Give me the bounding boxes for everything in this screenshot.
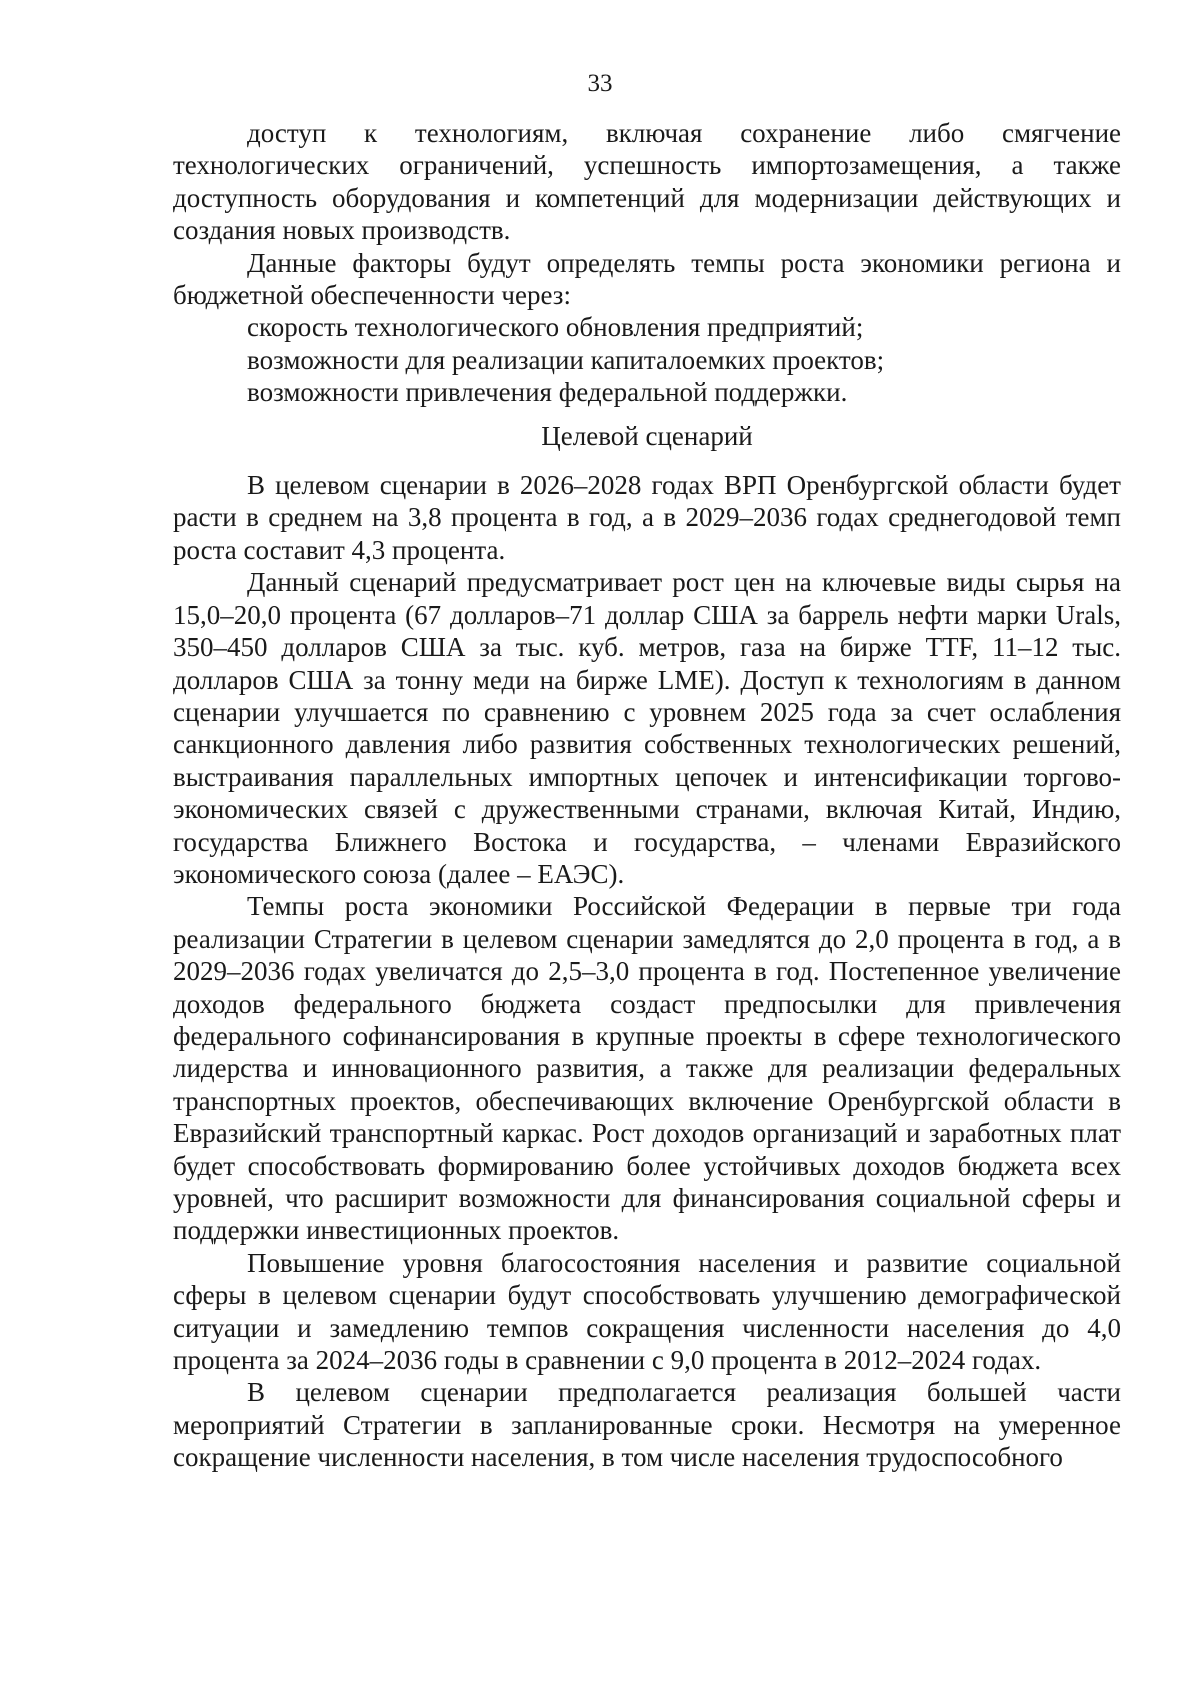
list-item-capital-projects: возможности для реализации капиталоемких проектов; xyxy=(247,344,885,375)
document-body xyxy=(173,117,1121,1474)
page-number: 33 xyxy=(587,70,613,97)
section-heading: Целевой сценарий xyxy=(541,420,753,451)
paragraph-commodity-prices: Данный сценарий предусматривает рост цен на ключевые виды сырья на 15,0–20,0 процента (67 долларов–71 доллар США за баррель нефти марки Urals, 350–450 долларов США за тыс. куб. метров, газа на бирже TTF, 11–12 тыс. долларов США за тонну меди на бирже LME). Доступ к технологиям в данном сценарии улучшается по сравнению с уровнем 2025 года за счет ослабления санкционного давления либо развития собственных технологических решений, выстраивания параллельных импортных цепочек и интенсификации торгово-экономических связей с дружественными странами, включая Китай, Индию, государства Ближнего Востока и государства, – членами Евразийского экономического союза (далее – ЕАЭС). xyxy=(173,567,1121,889)
paragraph-grp-growth: В целевом сценарии в 2026–2028 годах ВРП Оренбургской области будет расти в среднем на 3,8 процента в год, а в 2029–2036 годах среднегодовой темп роста составит 4,3 процента. xyxy=(173,470,1121,565)
paragraph-russian-economy: Темпы роста экономики Российской Федерации в первые три года реализации Стратегии в целевом сценарии замедлятся до 2,0 процента в год, а в 2029–2036 годах увеличатся до 2,5–3,0 процента в год. Постепенное увеличение доходов федерального бюджета создаст предпосылки для привлечения федерального софинансирования в крупные проекты в сфере технологического лидерства и инновационного развития, а также для реализации федеральных транспортных проектов, обеспечивающих включение Оренбургской области в Евразийский транспортный каркас. Рост доходов организаций и заработных плат будет способствовать формированию более устойчивых доходов бюджета всех уровней, что расширит возможности для финансирования социальной сферы и поддержки инвестиционных проектов. xyxy=(173,891,1121,1246)
list-item-federal-support: возможности привлечения федеральной поддержки. xyxy=(247,377,848,408)
paragraph-strategy-implementation: В целевом сценарии предполагается реализация большей части мероприятий Стратегии в запланированные сроки. Несмотря на умеренное сокращение численности населения, в том числе населения трудоспособного xyxy=(173,1377,1121,1473)
paragraph-technology-access: доступ к технологиям, включая сохранение либо смягчение технологических ограничений, успешность импортозамещения, а также доступность оборудования и компетенций для модернизации действующих и создания новых производств. xyxy=(173,118,1121,246)
paragraph-factors: Данные факторы будут определять темпы роста экономики региона и бюджетной обеспеченности через: xyxy=(173,247,1121,311)
list-item-tech-renewal: скорость технологического обновления предприятий; xyxy=(247,312,864,343)
paragraph-demography: Повышение уровня благосостояния населения и развитие социальной сферы в целевом сценарии будут способствовать улучшению демографической ситуации и замедлению темпов сокращения численности населения до 4,0 процента за 2024–2036 годы в сравнении с 9,0 процента в 2012–2024 годах. xyxy=(173,1247,1121,1376)
